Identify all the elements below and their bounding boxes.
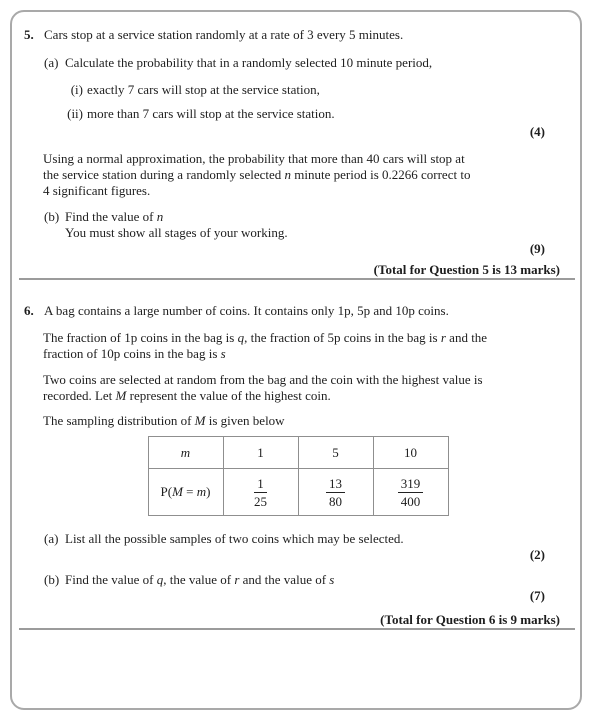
table-cell-value: 1 (223, 437, 298, 469)
sampling-distribution-table (148, 436, 449, 516)
paragraph-line: recorded. Let M represent the value of the highest coin. (43, 388, 331, 403)
question-6-sampling-paragraph (43, 413, 572, 429)
item-label: (ii) (67, 106, 83, 121)
question-6-part-b (44, 572, 572, 588)
paragraph-line: Using a normal approximation, the probability that more than 40 cars will stop at (43, 151, 465, 166)
part-body (65, 209, 572, 241)
question-5-normal-paragraph (43, 151, 572, 199)
question-5-item-ii (63, 106, 572, 122)
table-cell-fraction (223, 469, 298, 516)
question-number: 6. (24, 303, 34, 318)
question-total: (Total for Question 5 is 13 marks) (373, 262, 560, 277)
table-probability-row (148, 469, 448, 516)
question-divider (19, 628, 575, 630)
marks-badge: (4) (529, 124, 545, 139)
table-cell-fraction (298, 469, 373, 516)
fraction-denominator: 25 (254, 493, 267, 509)
item-label: (i) (70, 82, 83, 97)
question-5-header (24, 27, 572, 43)
fraction (254, 476, 267, 509)
part-label: (b) (44, 572, 60, 587)
part-note: You must show all stages of your working. (65, 225, 288, 240)
question-intro: A bag contains a large number of coins. It contains only 1p, 5p and 10p coins. (44, 303, 449, 318)
part-label: (a) (44, 55, 59, 70)
item-text: more than 7 cars will stop at the service station. (87, 106, 335, 121)
part-label: (b) (44, 209, 60, 224)
part-text: Find the value of q, the value of r and the value of s (65, 572, 335, 587)
question-intro: Cars stop at a service station randomly at a rate of 3 every 5 minutes. (44, 27, 404, 42)
paragraph-line: the service station during a randomly selected n minute period is 0.2266 correct to (43, 167, 471, 182)
question-5-part-a (44, 55, 572, 71)
fraction-numerator: 13 (326, 476, 345, 493)
question-5-part-b (44, 209, 572, 241)
fraction-denominator: 400 (400, 493, 421, 509)
table-cell-fraction (373, 469, 448, 516)
marks-badge: (9) (529, 241, 545, 256)
part-label: (a) (44, 531, 59, 546)
part-text: Find the value of n (65, 209, 164, 224)
paragraph-line: Two coins are selected at random from the bag and the coin with the highest value is (43, 372, 483, 387)
paragraph-line: The sampling distribution of M is given below (43, 413, 285, 428)
question-number: 5. (24, 27, 34, 42)
table-cell-value: 10 (373, 437, 448, 469)
fraction (398, 476, 424, 509)
marks-badge: (2) (529, 547, 545, 562)
question-6-selection-paragraph (43, 372, 572, 404)
table-header-row (148, 437, 448, 469)
question-6-part-a (44, 531, 572, 547)
fraction-numerator: 1 (254, 476, 267, 493)
part-text: List all the possible samples of two coins which may be selected. (65, 531, 404, 546)
question-6-header (24, 303, 572, 319)
paragraph-line: The fraction of 1p coins in the bag is q, the fraction of 5p coins in the bag is r and the (43, 330, 488, 345)
fraction-numerator: 319 (398, 476, 424, 493)
paragraph-line: 4 significant figures. (43, 183, 151, 198)
question-6-fraction-paragraph (43, 330, 572, 362)
marks-badge: (7) (529, 588, 545, 603)
paragraph-line: fraction of 10p coins in the bag is s (43, 346, 226, 361)
fraction-denominator: 80 (329, 493, 342, 509)
table-cell-prob-label: P(M = m) (148, 469, 223, 516)
table-cell-value: 5 (298, 437, 373, 469)
question-total: (Total for Question 6 is 9 marks) (380, 612, 560, 627)
question-divider (19, 278, 575, 280)
fraction (326, 476, 345, 509)
question-6 (24, 303, 572, 630)
exam-page (10, 10, 582, 710)
question-5-item-i (63, 82, 572, 98)
part-text: Calculate the probability that in a randomly selected 10 minute period, (65, 55, 433, 70)
question-5 (24, 27, 572, 280)
table-cell-variable: m (148, 437, 223, 469)
item-text: exactly 7 cars will stop at the service station, (87, 82, 320, 97)
